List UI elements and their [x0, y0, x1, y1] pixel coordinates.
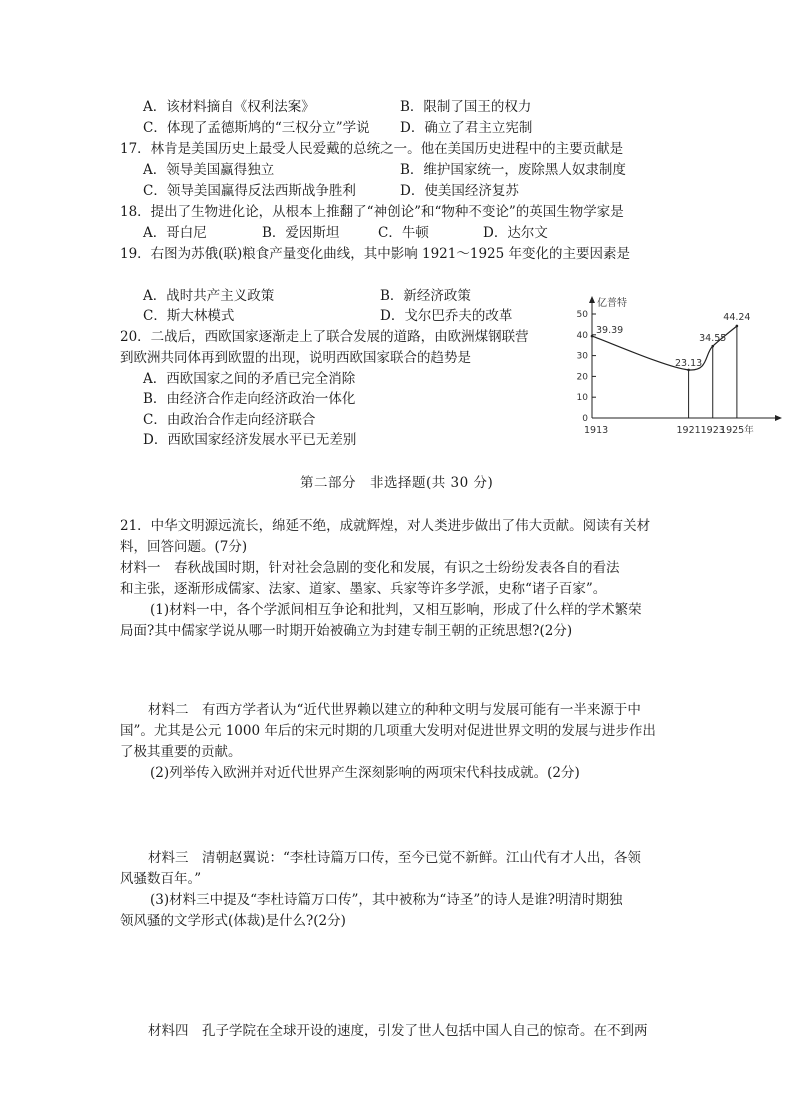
x-tick-label: 1923 [700, 425, 725, 436]
q20-stem-line1: 20．二战后，西欧国家逐渐走上了联合发展的道路，由欧洲煤钢联营 [120, 329, 529, 345]
q16-option-c: C．体现了孟德斯鸠的“三权分立”学说 [143, 120, 370, 136]
q20-option-d: D．西欧国家经济发展水平已无差别 [143, 432, 357, 448]
q21-intro-line1: 21．中华文明源远流长，绵延不绝，成就辉煌，对人类进步做出了伟大贡献。阅读有关材 [120, 518, 651, 534]
material2-line3: 了极其重要的贡献。 [120, 744, 242, 760]
question1-line2: 局面?其中儒家学说从哪一时期开始被确立为封建专制王朝的正统思想?(2分) [120, 623, 573, 639]
q16-option-d: D．确立了君主立宪制 [400, 120, 533, 136]
q18-stem: 18．提出了生物进化论，从根本上推翻了“神创论”和“物种不变论”的英国生物学家是 [120, 204, 624, 220]
question2-line1: (2)列举传入欧洲并对近代世界产生深刻影响的两项宋代科技成就。(2分) [150, 765, 580, 781]
q19-stem: 19．右图为苏俄(联)粮食产量变化曲线，其中影响 1921～1925 年变化的主要因素是 [120, 246, 631, 262]
question1-line1: (1)材料一中，各个学派间相互争论和批判，又相互影响，形成了什么样的学术繁荣 [150, 602, 642, 618]
q18-option-b: B．爱因斯坦 [262, 225, 340, 241]
data-label: 34.55 [699, 333, 727, 345]
y-tick-label: 30 [576, 351, 588, 362]
data-label: 39.39 [596, 325, 624, 337]
y-axis-label: 亿普特 [597, 298, 627, 309]
data-point [687, 369, 690, 372]
q17-option-c: C．领导美国赢得反法西斯战争胜利 [143, 183, 356, 199]
q19-option-a: A．战时共产主义政策 [143, 288, 275, 304]
q18-option-d: D．达尔文 [483, 225, 548, 241]
material1-line1: 材料一 春秋战国时期，针对社会急剧的变化和发展，有识之士纷纷发表各自的看法 [120, 560, 620, 576]
material1-line2: 和主张，逐渐形成儒家、法家、道家、墨家、兵家等许多学派，史称“诸子百家”。 [120, 581, 607, 597]
material2-line1: 材料二 有西方学者认为“近代世界赖以建立的种种文明与发展可能有一半来源于中 [148, 702, 641, 718]
q17-option-a: A．领导美国赢得独立 [143, 162, 275, 178]
q20-option-b: B．由经济合作走向经济政治一体化 [143, 391, 356, 407]
q19-option-c: C．斯大林模式 [143, 308, 235, 324]
q20-option-a: A．西欧国家之间的矛盾已完全消除 [143, 371, 356, 387]
q16-option-b: B．限制了国王的权力 [400, 99, 532, 115]
y-tick-label: 0 [582, 414, 588, 424]
q17-stem: 17．林肯是美国历史上最受人民爱戴的总统之一。他在美国历史进程中的主要贡献是 [120, 141, 624, 157]
y-tick-label: 50 [576, 310, 588, 320]
q17-option-b: B．维护国家统一，废除黑人奴隶制度 [400, 162, 626, 178]
q21-intro-line2: 料，回答问题。(7分) [120, 539, 248, 555]
q20-stem-line2: 到欧洲共同体再到欧盟的出现，说明西欧国家联合的趋势是 [120, 350, 471, 366]
material3-line2: 风骚数百年。” [120, 871, 202, 887]
q18-option-c: C．牛顿 [378, 225, 429, 241]
part2-title: 第二部分 非选择题(共 30 分) [300, 475, 494, 491]
material3-line1: 材料三 清朝赵翼说：“李杜诗篇万口传，至今已觉不新鲜。江山代有才人出，各领 [148, 850, 641, 866]
material2-line2: 国”。尤其是公元 1000 年后的宋元时期的几项重大发明对促进世界文明的发展与进步作出 [120, 723, 656, 739]
data-label: 23.13 [674, 357, 703, 369]
x-tick-label: 1921 [676, 425, 701, 436]
y-tick-label: 20 [576, 372, 588, 383]
data-label: 44.24 [723, 311, 751, 323]
question3-line2: 领风骚的文学形式(体裁)是什么?(2分) [120, 913, 346, 929]
q18-option-a: A．哥白尼 [143, 225, 207, 241]
y-tick-label: 10 [576, 393, 588, 404]
y-tick-label: 40 [576, 330, 588, 341]
data-point [591, 335, 594, 338]
material4-line1: 材料四 孔子学院在全球开设的速度，引发了世人包括中国人自己的惊奇。在不到两 [148, 1023, 648, 1039]
q19-option-d: D．戈尔巴乔夫的改革 [380, 308, 513, 324]
x-axis-arrow [775, 415, 782, 421]
y-axis-arrow [589, 296, 595, 303]
q16-option-a: A．该材料摘自《权利法案》 [143, 99, 315, 115]
x-tick-label: 1913 [584, 425, 609, 436]
grain-output-chart [570, 294, 785, 444]
data-point [711, 345, 714, 348]
question3-line1: (3)材料三中提及“李杜诗篇万口传”，其中被称为“诗圣”的诗人是谁?明清时期独 [150, 892, 623, 908]
q20-option-c: C．由政治合作走向经济联合 [143, 412, 316, 428]
x-tick-label: 1925年 [720, 425, 754, 436]
data-point [736, 325, 739, 328]
q19-option-b: B．新经济政策 [380, 288, 471, 304]
q17-option-d: D．使美国经济复苏 [400, 183, 519, 199]
